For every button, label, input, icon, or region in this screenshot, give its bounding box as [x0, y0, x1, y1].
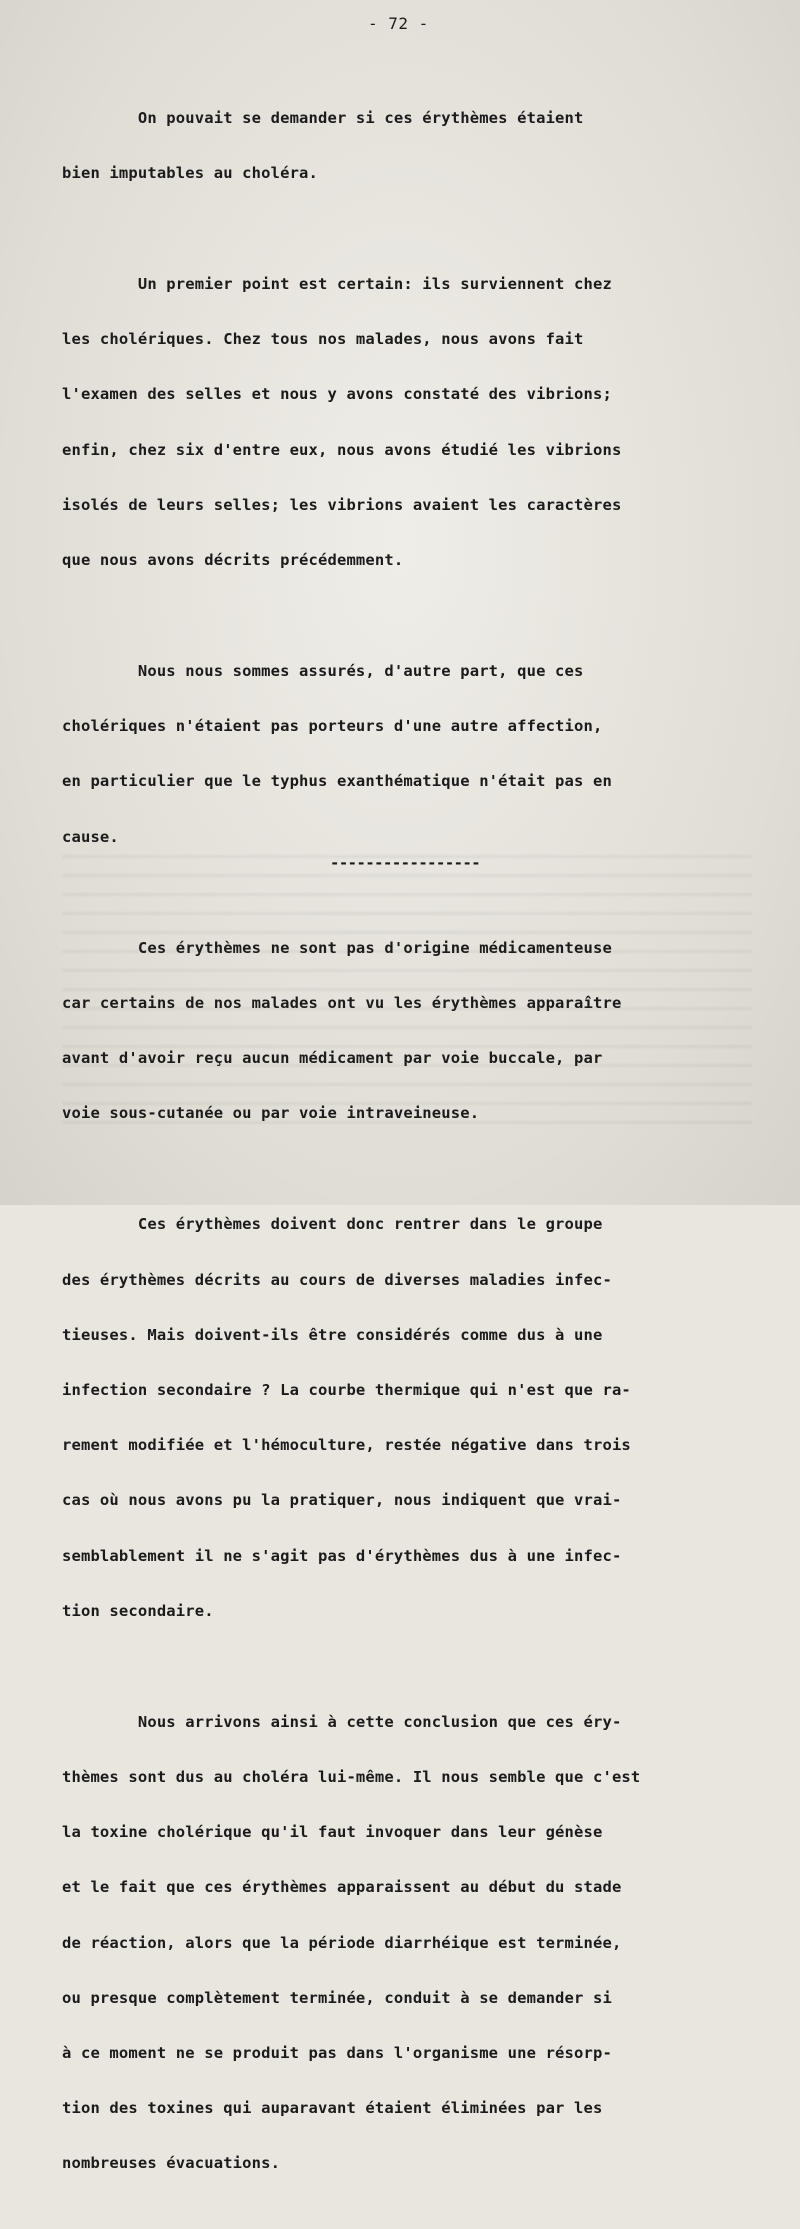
paragraph-line: tieuses. Mais doivent-ils être considérés comme dus à une	[62, 1325, 603, 1344]
bleed-through-texture	[62, 845, 752, 1135]
paragraph-line: Ces érythèmes doivent donc rentrer dans le groupe	[62, 1215, 603, 1234]
paragraph-5	[62, 1179, 737, 1657]
body-text	[62, 72, 737, 2229]
paragraph-line: de réaction, alors que la période diarrhéique est terminée,	[62, 1933, 622, 1952]
paragraph-line: infection secondaire ? La courbe thermique qui n'est que ra-	[62, 1380, 631, 1399]
paragraph-line: Un premier point est certain: ils surviennent chez	[62, 275, 612, 294]
paragraph-line: bien imputables au choléra.	[62, 164, 319, 183]
paragraph-2	[62, 238, 737, 606]
paragraph-line: Ces érythèmes ne sont pas d'origine médicamenteuse	[62, 938, 612, 957]
paragraph-line: tion des toxines qui auparavant étaient éliminées par les	[62, 2099, 603, 2118]
page-number: - 72 -	[368, 14, 429, 33]
paragraph-line: à ce moment ne se produit pas dans l'organisme une résorp-	[62, 2043, 612, 2062]
paragraph-line: Nous arrivons ainsi à cette conclusion que ces éry-	[62, 1712, 622, 1731]
paragraph-line: voie sous-cutanée ou par voie intraveineuse.	[62, 1104, 480, 1123]
paragraph-line: car certains de nos malades ont vu les érythèmes apparaître	[62, 993, 622, 1012]
paragraph-line: les cholériques. Chez tous nos malades, nous avons fait	[62, 330, 584, 349]
paragraph-line: thèmes sont dus au choléra lui-même. Il nous semble que c'est	[62, 1767, 641, 1786]
paragraph-line: ou presque complètement terminée, conduit à se demander si	[62, 1988, 612, 2007]
paragraph-6	[62, 1676, 737, 2210]
paragraph-line: l'examen des selles et nous y avons constaté des vibrions;	[62, 385, 612, 404]
paragraph-line: cas où nous avons pu la pratiquer, nous indiquent que vrai-	[62, 1491, 622, 1510]
paragraph-line: enfin, chez six d'entre eux, nous avons étudié les vibrions	[62, 440, 622, 459]
paragraph-line: cholériques n'étaient pas porteurs d'une autre affection,	[62, 717, 603, 736]
paragraph-line: rement modifiée et l'hémoculture, restée négative dans trois	[62, 1436, 631, 1455]
paragraph-line: des érythèmes décrits au cours de diverses maladies infec-	[62, 1270, 612, 1289]
paragraph-line: isolés de leurs selles; les vibrions avaient les caractères	[62, 495, 622, 514]
paragraph-line: On pouvait se demander si ces érythèmes étaient	[62, 108, 584, 127]
paragraph-line: la toxine cholérique qu'il faut invoquer dans leur génèse	[62, 1823, 603, 1842]
paragraph-line: que nous avons décrits précédemment.	[62, 551, 404, 570]
paragraph-line: Nous nous sommes assurés, d'autre part, que ces	[62, 662, 584, 681]
paragraph-line: et le fait que ces érythèmes apparaissent au début du stade	[62, 1878, 622, 1897]
section-separator: -----------------	[330, 854, 481, 872]
paragraph-line: nombreuses évacuations.	[62, 2154, 281, 2173]
paragraph-line: avant d'avoir reçu aucun médicament par voie buccale, par	[62, 1049, 603, 1068]
paragraph-line: en particulier que le typhus exanthématique n'était pas en	[62, 772, 612, 791]
paragraph-1	[62, 72, 737, 219]
paragraph-line: semblablement il ne s'agit pas d'érythèmes dus à une infec-	[62, 1546, 622, 1565]
paragraph-line: tion secondaire.	[62, 1601, 214, 1620]
paragraph-line: cause.	[62, 827, 119, 846]
